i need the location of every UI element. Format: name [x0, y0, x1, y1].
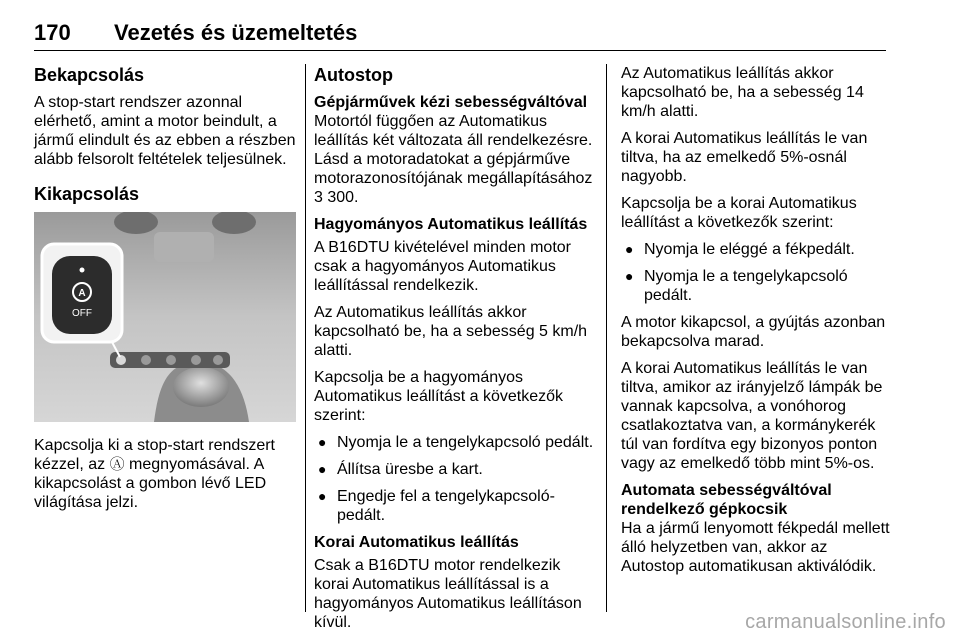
heading-hagyomanyos: Hagyományos Automatikus leállítás [314, 216, 588, 233]
bullet-icon: ● [318, 461, 327, 477]
page-reference: 3 300. [314, 189, 359, 206]
kikapcs-text-1: Kapcsolja ki a stop-start rendszert kézzel, az [34, 437, 275, 473]
column-divider-1 [305, 64, 306, 612]
chapter-title: Vezetés és üzemeltetés [114, 20, 358, 45]
list-item [314, 487, 596, 525]
column-divider-2 [606, 64, 607, 612]
heading-kikapcsolas: Kikapcsolás [34, 184, 140, 204]
heading-autostop: Autostop [314, 65, 393, 85]
paragraph-c3-2: A korai Automatikus leállítás le van tiltva, ha az emelkedő 5%-osnál nagyobb. [621, 130, 868, 185]
paragraph-hagy-2: Az Automatikus leállítás akkor kapcsolható be, ha a sebesség 5 km/h alatti. [314, 304, 588, 359]
stop-start-symbol-icon: Ⓐ [109, 456, 125, 473]
list-item-text: Nyomja le eléggé a fékpedált. [644, 241, 855, 258]
stop-start-button-photo [34, 212, 296, 422]
column-1 [34, 64, 299, 520]
bullet-icon: ● [625, 268, 634, 284]
bullet-list-hagyomanyos [314, 433, 596, 525]
watermark: carmanualsonline.info [745, 611, 946, 633]
paragraph-bekapcsolas: A stop-start rendszer azonnal elérhető, amint a motor beindult, a jármű elindult és az ebben a részben alább felsorolt feltételek teljesülnek. [34, 94, 296, 168]
column-3 [621, 64, 891, 584]
paragraph-korai: Csak a B16DTU motor rendelkezik korai Automatikus leállítással is a hagyományos Automatikus leállításon kívül. [314, 557, 582, 631]
off-label: OFF [72, 308, 92, 319]
paragraph-c3-5: A korai Automatikus leállítás le van tiltva, amikor az irányjelző lámpák be vannak kapcsolva, a vonóhorog csatlakoztatva van, a kormánykerék túl van fordítva egy bizonyos ponton vagy az emelkedő több mint 5%-os. [621, 360, 883, 472]
paragraph-kezi [314, 112, 596, 207]
list-item [621, 267, 891, 305]
list-item [314, 433, 596, 452]
column-2 [314, 64, 596, 640]
list-item-text: Engedje fel a tengelykapcsoló-pedált. [337, 488, 555, 524]
list-item-text: Nyomja le a tengelykapcsoló pedált. [337, 434, 594, 451]
list-item [621, 240, 891, 259]
paragraph-kikapcsolas [34, 436, 299, 512]
bullet-icon: ● [625, 241, 634, 257]
heading-kezi-sebessegvalto: Gépjárművek kézi sebességváltóval [314, 94, 588, 111]
paragraph-c3-4: A motor kikapcsol, a gyújtás azonban bekapcsolva marad. [621, 314, 886, 350]
bullet-icon: ● [318, 488, 327, 504]
paragraph-c3-3: Kapcsolja be a korai Automatikus leállítást a következők szerint: [621, 195, 857, 231]
paragraph-hagy-3: Kapcsolja be a hagyományos Automatikus leállítást a következők szerint: [314, 369, 564, 424]
paragraph-hagy-1: A B16DTU kivételével minden motor csak a hagyományos Automatikus leállítással rendelkezik. [314, 239, 571, 294]
heading-automata-sebessegvalto: Automata sebességváltóval rendelkező gépkocsik [621, 482, 832, 518]
heading-bekapcsolas: Bekapcsolás [34, 65, 145, 85]
page-header [34, 20, 886, 51]
list-item-text: Állítsa üresbe a kart. [337, 461, 483, 478]
svg-text:A: A [78, 288, 86, 299]
bullet-list-korai [621, 240, 891, 305]
list-item [314, 460, 596, 479]
paragraph-c3-6: Ha a jármű lenyomott fékpedál mellett álló helyzetben van, akkor az Autostop automatikusan aktiválódik. [621, 520, 890, 575]
list-item-text: Nyomja le a tengelykapcsoló pedált. [644, 268, 848, 304]
kezi-text: Motortól függően az Automatikus leállítás két változata áll rendelkezésre. Lásd a motoradatokat a gépjárműve motorazonosítójának megállapításához [314, 113, 593, 187]
paragraph-c3-1: Az Automatikus leállítás akkor kapcsolható be, ha a sebesség 14 km/h alatti. [621, 65, 864, 120]
bullet-icon: ● [318, 434, 327, 450]
heading-korai: Korai Automatikus leállítás [314, 534, 519, 551]
kikapcs-text-2: megnyomásával. A kikapcsolást a gombon lévő LED világítása jelzi. [34, 456, 267, 511]
page-number: 170 [34, 20, 71, 45]
